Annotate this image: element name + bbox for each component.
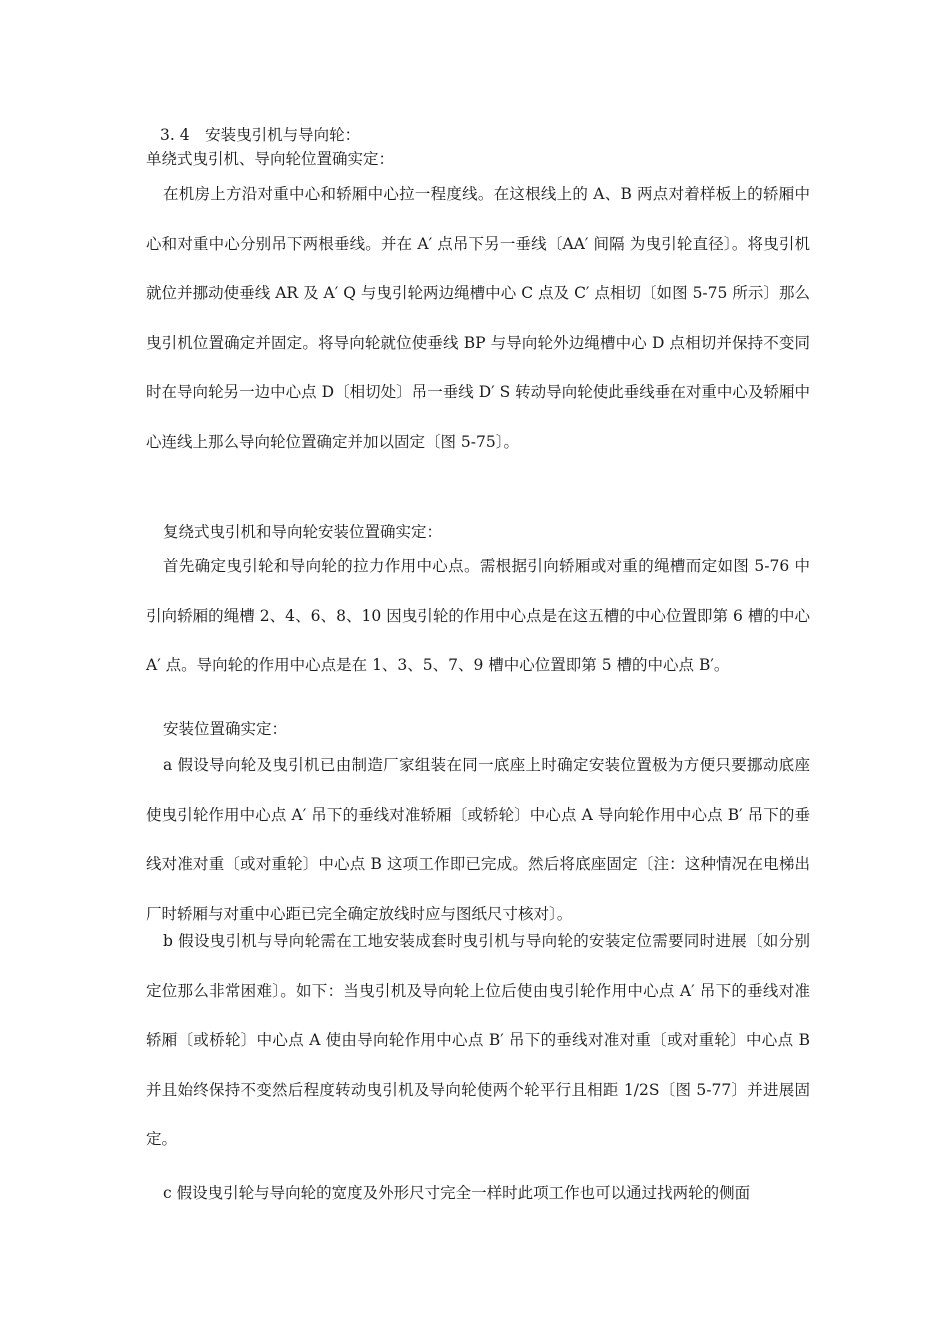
paragraph-case-c: c 假设曳引轮与导向轮的宽度及外形尺寸完全一样时此项工作也可以通过找两轮的侧面 — [163, 1184, 751, 1202]
paragraph-block — [146, 1169, 810, 1219]
paragraph-block — [146, 917, 810, 1165]
section-subheading: 单绕式曳引机、导向轮位置确实定： — [146, 150, 395, 168]
paragraph-block — [146, 542, 810, 691]
paragraph-install-heading: 安装位置确实定： — [163, 720, 288, 738]
paragraph-block — [146, 741, 810, 939]
paragraph-single-wrap: 在机房上方沿对重中心和轿厢中心拉一程度线。在这根线上的 A、B 两点对着样板上的轿厢中心和对重中心分别吊下两根垂线。并在 A′ 点吊下另一垂线〔AA′ 间隔 为曳引轮直径〕。将曳引机就位并挪动使垂线 AR 及 A′ Q 与曳引轮两边绳槽中心 C 点及 C′ 点相切〔如图 5-75 所示〕那么曳引机位置确定并固定。将导向轮就位使垂线 BP 与导向轮外边绳槽中心 D 点相切并保持不变同时在导向轮另一边中心点 D〔相切处〕吊一垂线 D′ S 转动导向轮使此垂线垂在对重中心及轿厢中心连线上那么导向轮位置确定并加以固定〔图 5-75〕。 — [146, 185, 810, 451]
paragraph-case-a: a 假设导向轮及曳引机已由制造厂家组装在同一底座上时确定安装位置极为方便只要挪动底座使曳引轮作用中心点 A′ 吊下的垂线对准轿厢〔或轿轮〕中心点 A 导向轮作用中心点 B′ 吊下的垂线对准对重〔或对重轮〕中心点 B 这项工作即已完成。然后将底座固定〔注：这种情况在电梯出厂时轿厢与对重中心距已完全确定放线时应与图纸尺寸核对〕。 — [146, 756, 810, 923]
paragraph-block — [146, 718, 810, 740]
paragraph-compound-center: 首先确定曳引轮和导向轮的拉力作用中心点。需根据引向轿厢或对重的绳槽而定如图 5-76 中引向轿厢的绳槽 2、4、6、8、10 因曳引轮的作用中心点是在这五槽的中心位置即第 6 槽的中心 A′ 点。导向轮的作用中心点是在 1、3、5、7、9 槽中心位置即第 5 槽的中心点 B′。 — [146, 557, 810, 674]
paragraph-block — [146, 521, 810, 543]
paragraph-case-b: b 假设曳引机与导向轮需在工地安装成套时曳引机与导向轮的安装定位需要同时进展〔如分别定位那么非常困难〕。如下：当曳引机及导向轮上位后使由曳引轮作用中心点 A′ 吊下的垂线对准轿厢〔或桥轮〕中心点 A 使由导向轮作用中心点 B′ 吊下的垂线对准对重〔或对重轮〕中心点 B 并且始终保持不变然后程度转动曳引机及导向轮使两个轮平行且相距 1/2S〔图 5-77〕并进展固定。 — [146, 932, 810, 1148]
paragraph-compound-heading: 复绕式曳引机和导向轮安装位置确实定： — [163, 523, 443, 541]
paragraph-block — [146, 170, 810, 467]
section-heading: 3. 4 安装曳引机与导向轮： — [160, 126, 361, 144]
